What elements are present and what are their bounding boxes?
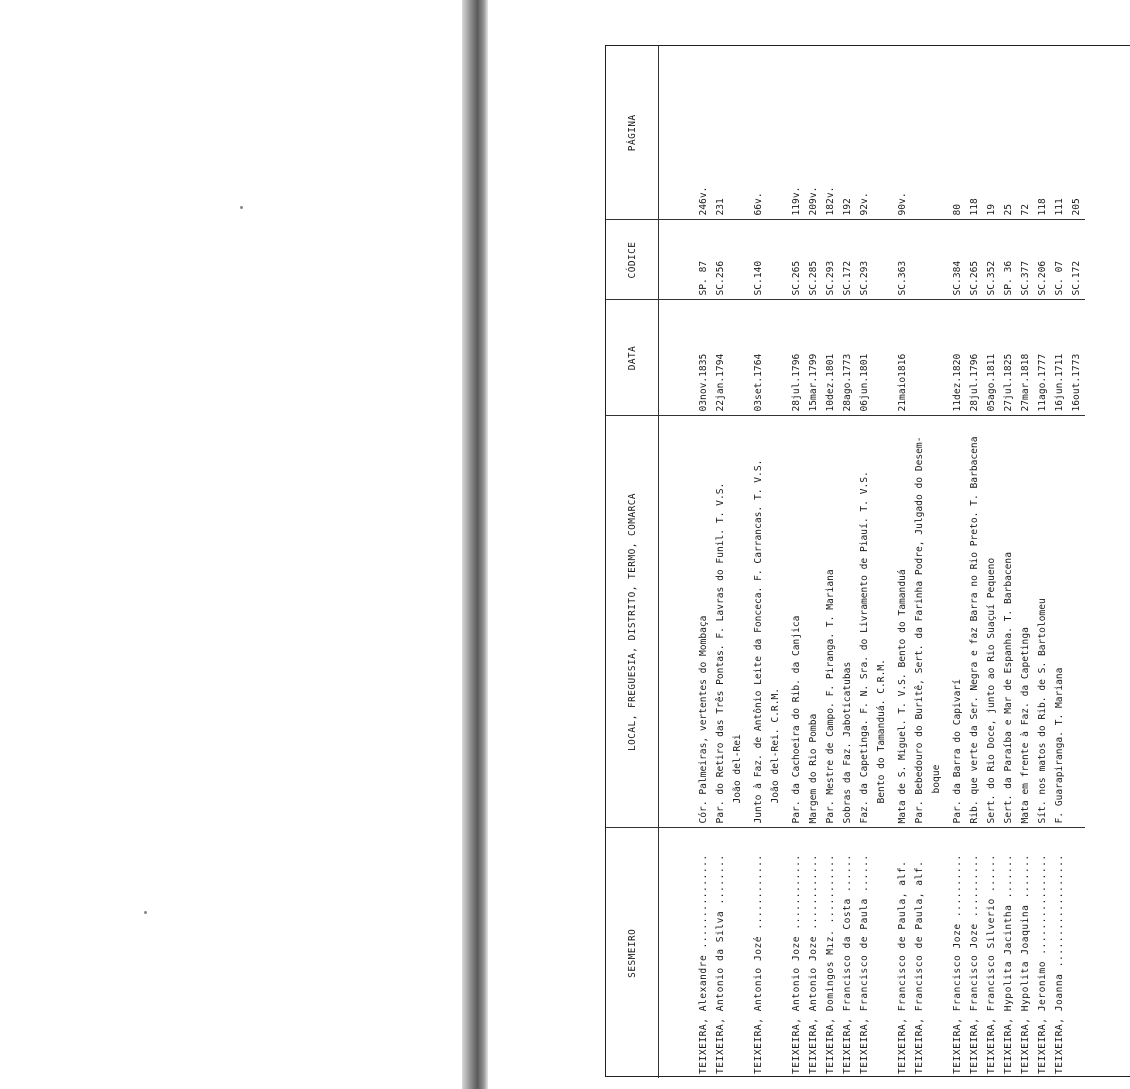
table-row — [822, 46, 839, 1078]
cell-data: 21maio1816 — [894, 300, 911, 416]
cell-pagina: 209v. — [808, 186, 819, 216]
cell-pagina: 192 — [842, 198, 853, 216]
table-row — [983, 46, 1000, 1078]
rotated-document-page — [605, 45, 1130, 1077]
table-body — [659, 46, 1086, 1078]
table-header-row — [606, 46, 659, 1078]
cell-pagina: 92v. — [859, 192, 870, 216]
cell-codice: SC.377 — [1017, 220, 1034, 300]
cell-sesmeiro: TEIXEIRA, Antonio Jozé ............ — [750, 828, 784, 1078]
cell-sesmeiro: TEIXEIRA, Alexandre ............... — [695, 828, 712, 1078]
cell-local — [822, 416, 839, 828]
cell-pagina: 182v. — [825, 186, 836, 216]
cell-codice: SC.140 — [750, 220, 784, 300]
cell-local — [695, 416, 712, 828]
table-row — [911, 46, 945, 1078]
cell-local — [805, 416, 822, 828]
cell-local — [750, 416, 784, 828]
cell-codice: SC.206 — [1034, 220, 1051, 300]
scan-speck — [144, 911, 147, 914]
header-sesmeiro: SESMEIRO — [606, 828, 659, 1078]
scan-speck — [240, 206, 243, 209]
table-row — [750, 46, 784, 1078]
cell-local — [788, 416, 805, 828]
cell-pagina: 118 — [1037, 198, 1048, 216]
cell-data: 27mar.1818 — [1017, 300, 1034, 416]
cell-data: 15mar.1799 — [805, 300, 822, 416]
cell-local — [1034, 416, 1051, 828]
cell-sesmeiro: TEIXEIRA, Hypolita Joaquina ....... — [1017, 828, 1034, 1078]
cell-codice: SC. 07 — [1051, 220, 1068, 300]
cell-data: 05ago.1811 — [983, 300, 1000, 416]
table-row — [1051, 46, 1068, 1078]
cell-codice: SC.293 — [856, 220, 890, 300]
table-row — [695, 46, 712, 1078]
cell-sesmeiro: TEIXEIRA, Francisco Joze .......... — [966, 828, 983, 1078]
cell-data: 03set.1764 — [750, 300, 784, 416]
table-top-spacer — [659, 46, 696, 1078]
cell-codice: SC.285 — [805, 220, 822, 300]
table-row — [1017, 46, 1034, 1078]
cell-data: 28ago.1773 — [839, 300, 856, 416]
cell-local — [894, 416, 911, 828]
cell-sesmeiro: TEIXEIRA, Francisco de Paula, alf. — [911, 828, 945, 1078]
header-data: DATA — [606, 300, 659, 416]
local-line: Mata de S. Miguel. T. V.S. Bento do Tamanduá — [897, 569, 908, 824]
cell-local — [983, 416, 1000, 828]
local-line: João del-Rei. C.R.M. — [770, 687, 781, 804]
local-line: Mata em frente à Faz. da Capetinga — [1020, 627, 1031, 824]
cell-local — [1017, 416, 1034, 828]
cell-local — [856, 416, 890, 828]
local-line: Junto à Faz. de Antônio Leite da Fonceca. F. Carrancas. T. V.S. — [753, 459, 764, 824]
cell-pagina: 205 — [1071, 198, 1082, 216]
local-line: Sobras da Faz. Jaboticatubas — [842, 661, 853, 824]
cell-local — [1068, 416, 1085, 828]
table-row — [1068, 46, 1085, 1078]
local-line — [1068, 421, 1085, 824]
cell-data: 03nov.1835 — [695, 300, 712, 416]
local-line: Sít. nos matos do Rib. de S. Bartolomeu — [1037, 598, 1048, 824]
cell-pagina: 19 — [986, 203, 997, 216]
cell-data: 06jun.1801 — [856, 300, 890, 416]
cell-pagina: 80 — [952, 203, 963, 216]
local-line: Cór. Palmeiras, vertentes do Mombaça — [698, 615, 709, 824]
local-line: Bento do Tamanduá. C.R.M. — [876, 659, 887, 804]
cell-pagina: 72 — [1020, 203, 1031, 216]
cell-data: 27jul.1825 — [1000, 300, 1017, 416]
cell-codice: SC.172 — [839, 220, 856, 300]
header-codice: CÓDICE — [606, 220, 659, 300]
cell-pagina: 118 — [969, 198, 980, 216]
cell-codice — [911, 220, 945, 300]
table-row — [839, 46, 856, 1078]
local-line: Sert. do Rio Doce, junto ao Rio Suaçuí Pequeno — [986, 557, 997, 824]
cell-sesmeiro: TEIXEIRA, Francisco de Paula, alf. — [894, 828, 911, 1078]
cell-sesmeiro: TEIXEIRA, Domingos Mız. ........... — [822, 828, 839, 1078]
cell-data: 28jul.1796 — [966, 300, 983, 416]
table-row — [949, 46, 966, 1078]
cell-sesmeiro: TEIXEIRA, Francisco de Paula ...... — [856, 828, 890, 1078]
cell-pagina: 111 — [1054, 198, 1065, 216]
cell-codice: SC.352 — [983, 220, 1000, 300]
registry-table-rotated — [606, 46, 1130, 1078]
cell-sesmeiro: TEIXEIRA, Francisco Joze .......... — [949, 828, 966, 1078]
local-line: Par. do Retiro das Três Pontas. F. Lavras do Funil. T. V.S. — [715, 482, 726, 824]
cell-pagina: 66v. — [753, 192, 764, 216]
table-row — [805, 46, 822, 1078]
local-line: João del-Rei — [732, 734, 743, 804]
table-row — [856, 46, 890, 1078]
cell-data: 16jun.1711 — [1051, 300, 1068, 416]
cell-sesmeiro: TEIXEIRA, Francisco Silverio ...... — [983, 828, 1000, 1078]
cell-pagina: 231 — [715, 198, 726, 216]
local-line: Faz. da Capetinga. F. N. Sra. do Livramento de Piauí. T. V.S. — [859, 471, 870, 824]
local-line: Margem do Rio Pomba — [808, 713, 819, 824]
cell-sesmeiro: TEIXEIRA, Joanna .................. — [1051, 828, 1068, 1078]
local-line: Par. da Cachoeira do Rib. da Canjica — [791, 615, 802, 824]
table-row — [894, 46, 911, 1078]
header-pagina: PÁGINA — [606, 46, 659, 220]
cell-codice: SC.293 — [822, 220, 839, 300]
local-line: Sert. da Paraíba e Mar de Espanha. T. Barbacena — [1003, 552, 1014, 824]
cell-codice: SP. 36 — [1000, 220, 1017, 300]
sesmaria-registry-table — [606, 46, 1085, 1078]
local-line: Par. Mestre de Campo. F. Piranga. T. Mariana — [825, 569, 836, 824]
cell-codice: SC.363 — [894, 220, 911, 300]
cell-local — [949, 416, 966, 828]
local-line: Par. Bebedouro do Buritê, Sert. da Farinha Podre, Julgado do Desem- — [914, 436, 925, 824]
cell-pagina — [911, 46, 945, 220]
local-line: Rib. que verte da Ser. Negra e faz Barra no Rio Preto. T. Barbacena — [969, 436, 980, 824]
cell-local — [911, 416, 945, 828]
cell-codice: SP. 87 — [695, 220, 712, 300]
table-row — [788, 46, 805, 1078]
table-row — [966, 46, 983, 1078]
cell-sesmeiro: TEIXEIRA, Antonio Joze ............ — [788, 828, 805, 1078]
book-binding-gutter — [462, 0, 488, 1089]
cell-sesmeiro: TEIXEIRA, Francisco da Costa ...... — [839, 828, 856, 1078]
cell-local — [1051, 416, 1068, 828]
table-row — [1000, 46, 1017, 1078]
cell-codice: SC.265 — [788, 220, 805, 300]
cell-sesmeiro — [1068, 828, 1085, 1078]
cell-sesmeiro: TEIXEIRA, Jeronimo ................ — [1034, 828, 1051, 1078]
local-line: Par. da Barra do Capivarí — [952, 679, 963, 824]
cell-local — [712, 416, 746, 828]
cell-data: 28jul.1796 — [788, 300, 805, 416]
cell-data: 22jan.1794 — [712, 300, 746, 416]
cell-local — [839, 416, 856, 828]
cell-data: 11ago.1777 — [1034, 300, 1051, 416]
cell-pagina: 90v. — [897, 192, 908, 216]
cell-data: 11dez.1820 — [949, 300, 966, 416]
cell-codice: SC.256 — [712, 220, 746, 300]
cell-pagina: 246v. — [698, 186, 709, 216]
local-line: F. Guarapiranga. T. Mariana — [1054, 667, 1065, 824]
cell-local — [1000, 416, 1017, 828]
cell-pagina: 25 — [1003, 203, 1014, 216]
cell-data: 16out.1773 — [1068, 300, 1085, 416]
cell-data: 10dez.1801 — [822, 300, 839, 416]
cell-codice: SC.384 — [949, 220, 966, 300]
cell-local — [966, 416, 983, 828]
header-local: LOCAL, FREGUESIA, DISTRITO, TERMO, COMARCA — [606, 416, 659, 828]
cell-pagina: 119v. — [791, 186, 802, 216]
cell-sesmeiro: TEIXEIRA, Antonio da Silva ........ — [712, 828, 746, 1078]
table-row — [712, 46, 746, 1078]
cell-data — [911, 300, 945, 416]
table-row — [1034, 46, 1051, 1078]
cell-codice: SC.265 — [966, 220, 983, 300]
cell-codice: SC.172 — [1068, 220, 1085, 300]
local-line: boque — [931, 764, 942, 794]
cell-sesmeiro: TEIXEIRA, Hypolita Jacintha ....... — [1000, 828, 1017, 1078]
cell-sesmeiro: TEIXEIRA, Antonio Joze ............ — [805, 828, 822, 1078]
